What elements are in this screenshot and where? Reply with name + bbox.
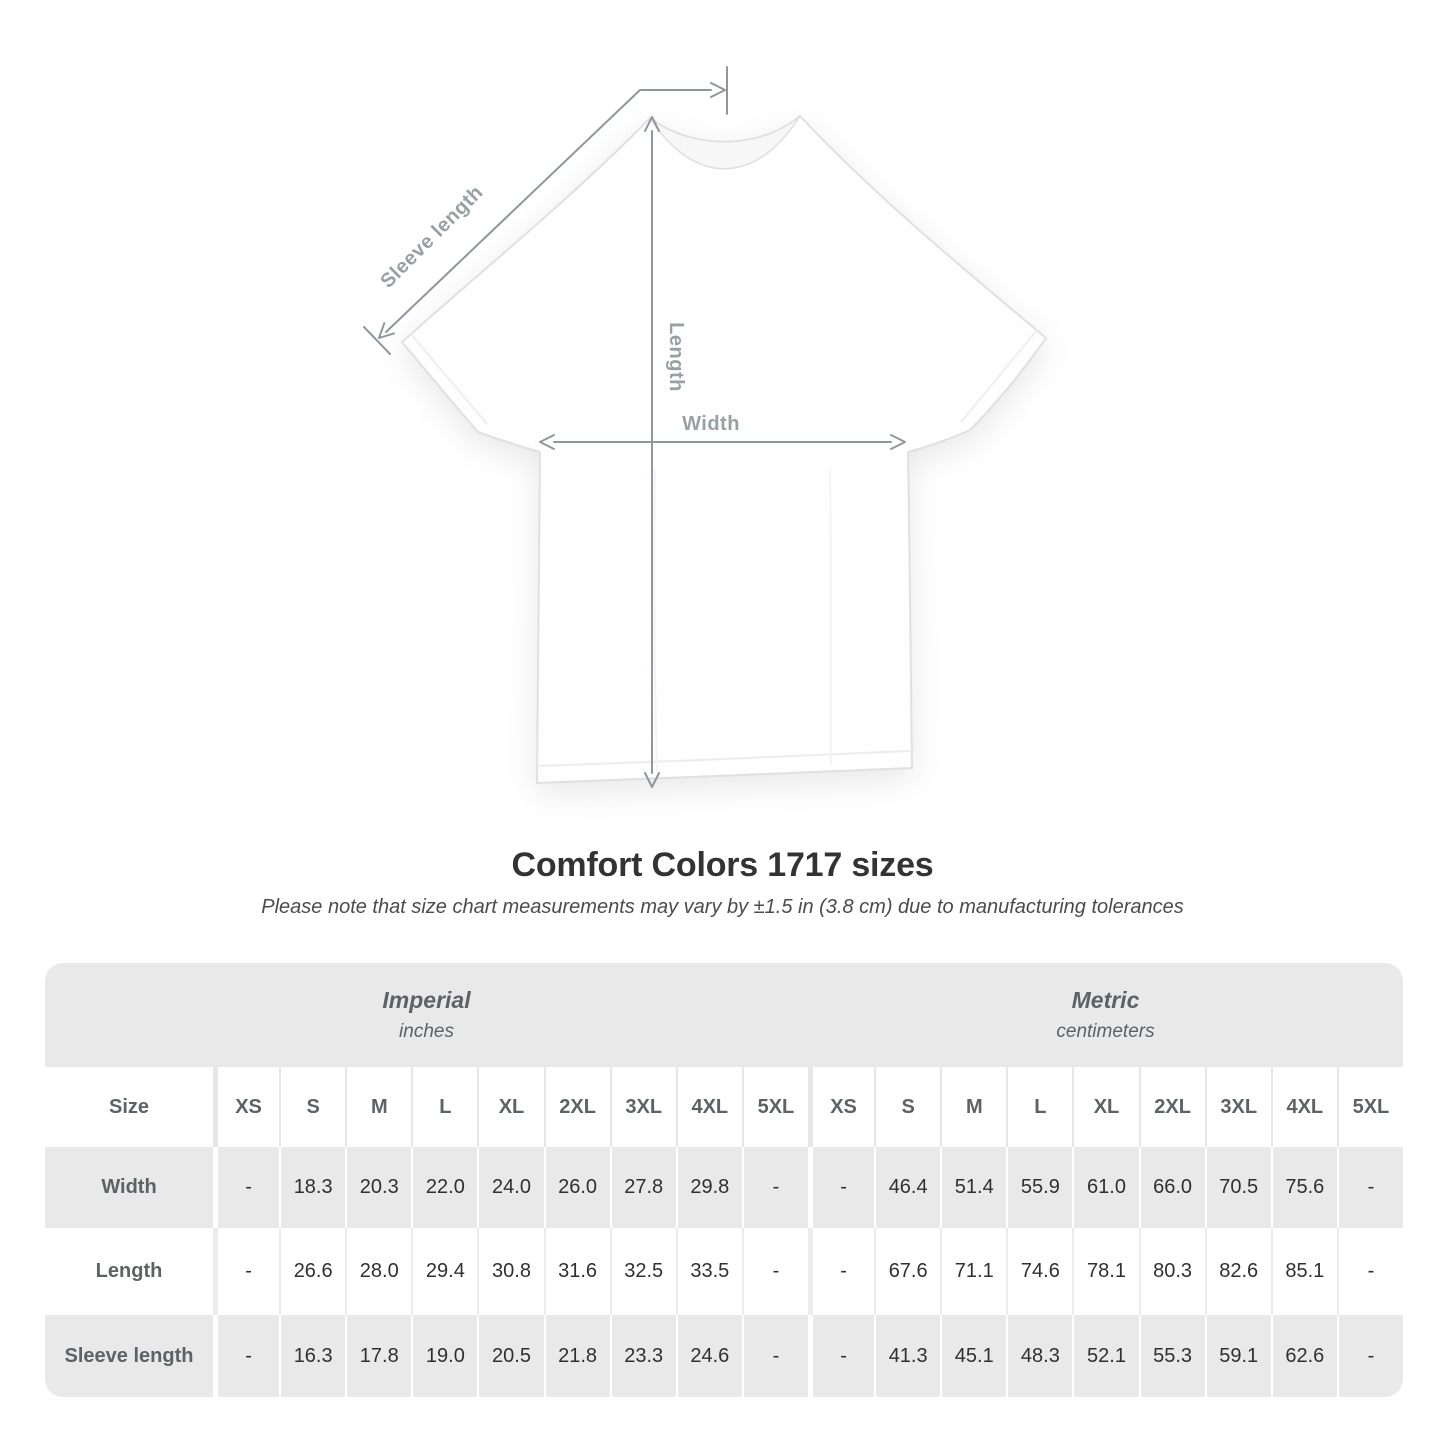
value-cell: - bbox=[808, 1147, 874, 1228]
value-cell: - bbox=[1337, 1147, 1403, 1228]
value-cell: 16.3 bbox=[279, 1315, 345, 1397]
imperial-section-header bbox=[45, 963, 808, 1067]
value-cell: 23.3 bbox=[610, 1315, 676, 1397]
fabric-fold bbox=[830, 470, 831, 765]
value-cell: 74.6 bbox=[1006, 1228, 1072, 1315]
value-cell: 61.0 bbox=[1072, 1147, 1138, 1228]
width-label: Width bbox=[682, 413, 740, 435]
value-cell: 32.5 bbox=[610, 1228, 676, 1315]
metric-unit-label: centimeters bbox=[1056, 1021, 1155, 1042]
size-header: L bbox=[411, 1067, 477, 1147]
value-cell: 82.6 bbox=[1205, 1228, 1271, 1315]
heading-block bbox=[0, 846, 1445, 919]
size-header: M bbox=[940, 1067, 1006, 1147]
size-header: 4XL bbox=[676, 1067, 742, 1147]
size-header: L bbox=[1006, 1067, 1072, 1147]
value-cell: 45.1 bbox=[940, 1315, 1006, 1397]
tshirt-body bbox=[402, 116, 1046, 783]
row-label: Width bbox=[101, 1176, 157, 1198]
table-row-length bbox=[45, 1228, 1403, 1315]
value-cell: 85.1 bbox=[1271, 1228, 1337, 1315]
value-cell: 24.0 bbox=[477, 1147, 543, 1228]
size-header: XS bbox=[808, 1067, 874, 1147]
value-cell: 24.6 bbox=[676, 1315, 742, 1397]
size-header: 5XL bbox=[1337, 1067, 1403, 1147]
tshirt-photo bbox=[402, 116, 1046, 783]
value-cell: 55.3 bbox=[1139, 1315, 1205, 1397]
size-header: XL bbox=[477, 1067, 543, 1147]
metric-section-header bbox=[808, 963, 1403, 1067]
value-cell: 31.6 bbox=[544, 1228, 610, 1315]
tolerance-note: Please note that size chart measurements may vary by ±1.5 in (3.8 cm) due to manufacturing tolerances bbox=[261, 896, 1184, 918]
size-header: 3XL bbox=[1205, 1067, 1271, 1147]
value-cell: 70.5 bbox=[1205, 1147, 1271, 1228]
value-cell: 30.8 bbox=[477, 1228, 543, 1315]
value-cell: 29.8 bbox=[676, 1147, 742, 1228]
value-cell: - bbox=[1337, 1315, 1403, 1397]
value-cell: - bbox=[213, 1147, 279, 1228]
value-cell: 27.8 bbox=[610, 1147, 676, 1228]
value-cell: 80.3 bbox=[1139, 1228, 1205, 1315]
imperial-unit-label: inches bbox=[399, 1021, 454, 1042]
value-cell: 29.4 bbox=[411, 1228, 477, 1315]
value-cell: 20.5 bbox=[477, 1315, 543, 1397]
value-cell: - bbox=[742, 1315, 808, 1397]
value-cell: 59.1 bbox=[1205, 1315, 1271, 1397]
size-header: 4XL bbox=[1271, 1067, 1337, 1147]
value-cell: 67.6 bbox=[874, 1228, 940, 1315]
value-cell: 26.0 bbox=[544, 1147, 610, 1228]
value-cell: - bbox=[1337, 1228, 1403, 1315]
size-header: 3XL bbox=[610, 1067, 676, 1147]
size-header: XS bbox=[213, 1067, 279, 1147]
value-cell: 20.3 bbox=[345, 1147, 411, 1228]
size-header: 2XL bbox=[544, 1067, 610, 1147]
value-cell: 48.3 bbox=[1006, 1315, 1072, 1397]
value-cell: - bbox=[213, 1228, 279, 1315]
size-header: M bbox=[345, 1067, 411, 1147]
row-label: Sleeve length bbox=[64, 1344, 194, 1367]
value-cell: 55.9 bbox=[1006, 1147, 1072, 1228]
value-cell: 26.6 bbox=[279, 1228, 345, 1315]
size-header: 2XL bbox=[1139, 1067, 1205, 1147]
value-cell: 33.5 bbox=[676, 1228, 742, 1315]
length-label: Length bbox=[665, 322, 687, 392]
value-cell: - bbox=[742, 1228, 808, 1315]
value-cell: - bbox=[808, 1228, 874, 1315]
value-cell: 51.4 bbox=[940, 1147, 1006, 1228]
value-cell: 52.1 bbox=[1072, 1315, 1138, 1397]
value-cell: 22.0 bbox=[411, 1147, 477, 1228]
value-cell: 21.8 bbox=[544, 1315, 610, 1397]
size-header: 5XL bbox=[742, 1067, 808, 1147]
size-column-header: Size bbox=[108, 1095, 150, 1118]
size-header-row bbox=[45, 1067, 1403, 1147]
table-row-sleeve-length bbox=[45, 1315, 1403, 1397]
value-cell: 41.3 bbox=[874, 1315, 940, 1397]
value-cell: 71.1 bbox=[940, 1228, 1006, 1315]
metric-label: Metric bbox=[1071, 987, 1140, 1013]
imperial-label: Imperial bbox=[382, 987, 471, 1013]
table-row-width bbox=[45, 1147, 1403, 1228]
value-cell: 28.0 bbox=[345, 1228, 411, 1315]
value-cell: 66.0 bbox=[1139, 1147, 1205, 1228]
value-cell: 46.4 bbox=[874, 1147, 940, 1228]
unit-header-row bbox=[45, 963, 1403, 1067]
value-cell: 62.6 bbox=[1271, 1315, 1337, 1397]
size-chart-table bbox=[45, 963, 1403, 1397]
value-cell: 17.8 bbox=[345, 1315, 411, 1397]
value-cell: 78.1 bbox=[1072, 1228, 1138, 1315]
size-header: XL bbox=[1072, 1067, 1138, 1147]
value-cell: 18.3 bbox=[279, 1147, 345, 1228]
value-cell: - bbox=[213, 1315, 279, 1397]
value-cell: - bbox=[808, 1315, 874, 1397]
size-header: S bbox=[279, 1067, 345, 1147]
chart-title: Comfort Colors 1717 sizes bbox=[511, 846, 934, 884]
sleeve-length-label: Sleeve length bbox=[376, 181, 488, 293]
row-label: Length bbox=[95, 1260, 163, 1282]
value-cell: 75.6 bbox=[1271, 1147, 1337, 1228]
size-header: S bbox=[874, 1067, 940, 1147]
value-cell: - bbox=[742, 1147, 808, 1228]
value-cell: 19.0 bbox=[411, 1315, 477, 1397]
